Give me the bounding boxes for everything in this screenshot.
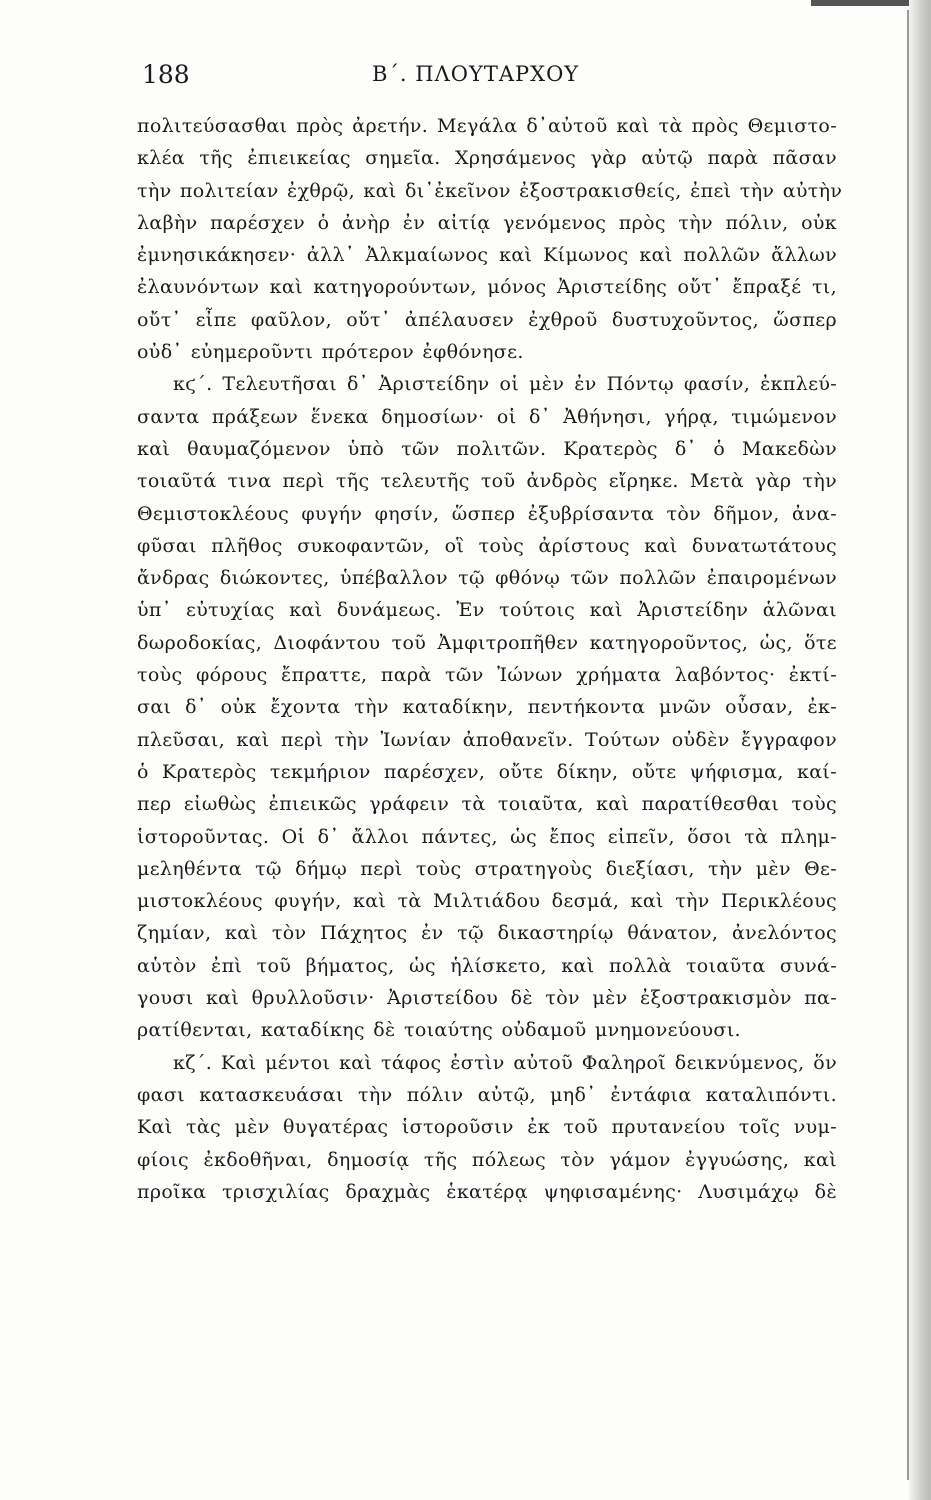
text-line: κλέα τῆς ἐπιεικείας σημεῖα. Χρησάμενος γὰρ αὐτῷ παρὰ πᾶσαν — [137, 147, 837, 170]
page-edge-shadow — [909, 0, 931, 1500]
text-line: ρατίθενται, καταδίκης δὲ τοιαύτης οὐδαμοῦ μνημονεύουσι. — [137, 1019, 741, 1042]
text-line: ἐμνησικάκησεν· ἀλλ᾽ Ἀλκμαίωνος καὶ Κίμωνος καὶ πολλῶν ἄλλων — [137, 244, 837, 267]
text-line: τοὺς φόρους ἔπραττε, παρὰ τῶν Ἰώνων χρήματα λαβόντος· ἐκτί- — [137, 664, 837, 687]
text-line: ἐλαυνόντων καὶ κατηγορούντων, μόνος Ἀριστείδης οὔτ᾽ ἔπραξέ τι, — [137, 276, 837, 299]
text-line: ἄνδρας διώκοντες, ὑπέβαλλον τῷ φθόνῳ τῶν πολλῶν ἐπαιρομένων — [137, 567, 837, 590]
text-line: προῖκα τρισχιλίας δραχμὰς ἑκατέρᾳ ψηφισαμένης· Λυσιμάχῳ δὲ — [137, 1180, 837, 1203]
text-line: σαι δ᾽ οὐκ ἔχοντα τὴν καταδίκην, πεντήκοντα μνῶν οὖσαν, ἐκ- — [137, 696, 837, 719]
text-line: φίοις ἐκδοθῆναι, δημοσίᾳ τῆς πόλεως τὸν γάμον ἐγγυώσης, καὶ — [137, 1148, 837, 1171]
text-line: αὑτὸν ἐπὶ τοῦ βήματος, ὡς ἡλίσκετο, καὶ πολλὰ τοιαῦτα συνά- — [137, 954, 837, 977]
text-line: περ εἰωθὼς ἐπιεικῶς γράφειν τὰ τοιαῦτα, καὶ παρατίθεσθαι τοὺς — [137, 793, 837, 816]
text-line: οὐδ᾽ εὐημεροῦντι πρότερον ἐφθόνησε. — [137, 341, 524, 364]
text-line: ἱστοροῦντας. Οἱ δ᾽ ἄλλοι πάντες, ὡς ἔπος εἰπεῖν, ὅσοι τὰ πλημ- — [137, 825, 837, 848]
text-line: καὶ θαυμαζόμενον ὑπὸ τῶν πολιτῶν. Κρατερὸς δ᾽ ὁ Μακεδὼν — [137, 437, 837, 460]
text-line: φῦσαι πλῆθος συκοφαντῶν, οἳ τοὺς ἀρίστους καὶ δυνατωτάτους — [137, 534, 837, 557]
text-line: ζημίαν, καὶ τὸν Πάχητος ἐν τῷ δικαστηρίῳ θάνατον, ἀνελόντος — [137, 922, 837, 945]
body-text — [137, 110, 843, 1208]
text-line: Θεμιστοκλέους φυγήν φησίν, ὥσπερ ἐξυβρίσαντα τὸν δῆμον, ἀνα- — [137, 502, 837, 525]
text-line: πολιτεύσασθαι πρὸς ἀρετήν. Μεγάλα δ᾽αὐτοῦ καὶ τὰ πρὸς Θεμιστο- — [137, 115, 837, 137]
section-start-line: κζ΄. Καὶ μέντοι καὶ τάφος ἐστὶν αὐτοῦ Φαληροῖ δεικνύμενος, ὅν — [173, 1051, 837, 1074]
page-number: 188 — [142, 60, 190, 89]
text-line: ὑπ᾽ εὐτυχίας καὶ δυνάμεως. Ἐν τούτοις καὶ Ἀριστείδην ἁλῶναι — [137, 599, 837, 622]
text-line: πλεῦσαι, καὶ περὶ τὴν Ἰωνίαν ἀποθανεῖν. Τούτων οὐδὲν ἔγγραφον — [137, 728, 837, 751]
text-line: γουσι καὶ θρυλλοῦσιν· Ἀριστείδου δὲ τὸν μὲν ἐξοστρακισμὸν πα- — [137, 987, 837, 1010]
page-header — [142, 60, 830, 100]
running-head: Β΄. ΠΛΟΥΤΑΡΧΟΥ — [372, 62, 580, 86]
text-line: φασι κατασκευάσαι τὴν πόλιν αὐτῷ, μηδ᾽ ἐντάφια καταλιπόντι. — [137, 1083, 837, 1106]
text-line: οὔτ᾽ εἶπε φαῦλον, οὔτ᾽ ἀπέλαυσεν ἐχθροῦ δυστυχοῦντος, ὥσπερ — [137, 308, 837, 331]
section-start-line: κϛ΄. Τελευτῆσαι δ᾽ Ἀριστείδην οἱ μὲν ἐν Πόντῳ φασίν, ἐκπλεύ- — [173, 373, 837, 396]
text-line: μιστοκλέους φυγήν, καὶ τὰ Μιλτιάδου δεσμά, καὶ τὴν Περικλέους — [137, 890, 837, 913]
text-line: σαντα πράξεων ἕνεκα δημοσίων· οἱ δ᾽ Ἀθήνησι, γήρᾳ, τιμώμενον — [137, 405, 837, 428]
text-line: δωροδοκίας, Διοφάντου τοῦ Ἀμφιτροπῆθεν κατηγοροῦντος, ὡς, ὅτε — [137, 631, 837, 654]
text-line: λαβὴν παρέσχεν ὁ ἀνὴρ ἐν αἰτίᾳ γενόμενος πρὸς τὴν πόλιν, οὐκ — [137, 211, 837, 234]
text-line: τοιαῦτά τινα περὶ τῆς τελευτῆς τοῦ ἀνδρὸς εἴρηκε. Μετὰ γὰρ τὴν — [137, 470, 837, 493]
text-line: ὁ Κρατερὸς τεκμήριον παρέσχεν, οὔτε δίκην, οὔτε ψήφισμα, καί- — [137, 760, 837, 783]
text-line: μεληθέντα τῷ δήμῳ περὶ τοὺς στρατηγοὺς διεξίασι, τὴν μὲν Θε- — [137, 857, 837, 880]
text-line: τὴν πολιτείαν ἐχθρῷ, καὶ δι᾽ἐκεῖνον ἐξοστρακισθείς, ἐπεὶ τὴν αὐτὴν — [137, 179, 843, 202]
text-line: Καὶ τὰς μὲν θυγατέρας ἱστοροῦσιν ἐκ τοῦ πρυτανείου τοῖς νυμ- — [137, 1116, 837, 1139]
